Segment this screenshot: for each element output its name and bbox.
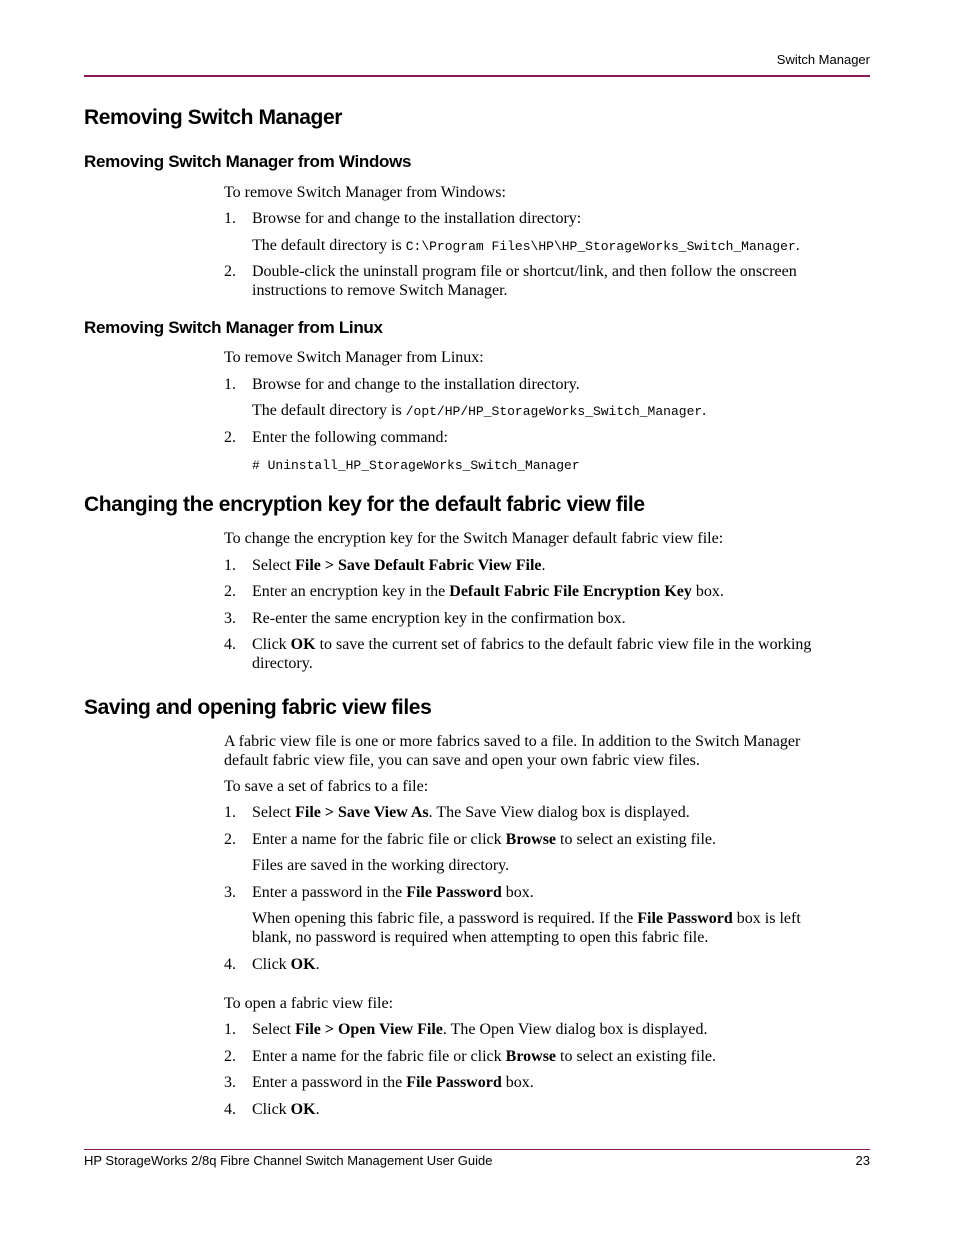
linux-step-2-number: 2. (224, 429, 236, 446)
encryption-step-4-number: 4. (224, 636, 236, 653)
open-step-2-number: 2. (224, 1048, 236, 1065)
heading-changing-encryption-key: Changing the encryption key for the default fabric view file (84, 493, 645, 516)
encryption-step-3-number: 3. (224, 610, 236, 627)
open-step-1-number: 1. (224, 1021, 236, 1038)
save-step-3: Enter a password in the File Password box. (252, 884, 534, 901)
encryption-step-2: Enter an encryption key in the Default Fabric File Encryption Key box. (252, 583, 724, 600)
encryption-step-2-number: 2. (224, 583, 236, 600)
encryption-step-3: Re-enter the same encryption key in the confirmation box. (252, 610, 626, 627)
windows-directory-path: C:\Program Files\HP\HP_StorageWorks_Switch_Manager (405, 239, 796, 254)
linux-default-directory: The default directory is /opt/HP/HP_StorageWorks_Switch_Manager. (252, 402, 707, 419)
open-step-4-number: 4. (224, 1101, 236, 1118)
save-step-4-number: 4. (224, 956, 236, 973)
heading-removing-from-windows: Removing Switch Manager from Windows (84, 152, 412, 171)
open-step-1: Select File > Open View File. The Open View dialog box is displayed. (252, 1021, 708, 1038)
open-step-2: Enter a name for the fabric file or click Browse to select an existing file. (252, 1048, 716, 1065)
uninstall-command: # Uninstall_HP_StorageWorks_Switch_Manager (252, 458, 580, 473)
linux-intro: To remove Switch Manager from Linux: (224, 349, 484, 366)
page-number: 23 (855, 1153, 870, 1168)
save-step-4: Click OK. (252, 956, 320, 973)
save-step-3-note: When opening this fabric file, a password is required. If the File Password box is left blank, no password is required when attempting to open this fabric file. (252, 910, 801, 946)
save-step-2: Enter a name for the fabric file or click Browse to select an existing file. (252, 831, 716, 848)
footer-guide-title: HP StorageWorks 2/8q Fibre Channel Switch Management User Guide (84, 1153, 493, 1168)
save-step-1-number: 1. (224, 804, 236, 821)
fabric-view-intro: A fabric view file is one or more fabrics saved to a file. In addition to the Switch Manager default fabric view file, you can save and open your own fabric view files. (224, 733, 801, 769)
heading-saving-opening-fabric-view-files: Saving and opening fabric view files (84, 696, 432, 719)
encryption-step-1-number: 1. (224, 557, 236, 574)
header-title: Switch Manager (776, 52, 870, 67)
running-header (84, 51, 870, 77)
linux-step-1: Browse for and change to the installation directory. (252, 376, 580, 393)
open-step-4: Click OK. (252, 1101, 320, 1118)
heading-removing-switch-manager: Removing Switch Manager (84, 106, 343, 129)
open-intro: To open a fabric view file: (224, 995, 394, 1012)
encryption-step-1: Select File > Save Default Fabric View File. (252, 557, 546, 574)
linux-directory-path: /opt/HP/HP_StorageWorks_Switch_Manager (405, 404, 703, 419)
windows-step-1: Browse for and change to the installation directory: (252, 210, 582, 227)
windows-intro: To remove Switch Manager from Windows: (224, 184, 506, 201)
windows-default-directory: The default directory is C:\Program Files\HP\HP_StorageWorks_Switch_Manager. (252, 237, 800, 254)
heading-removing-from-linux: Removing Switch Manager from Linux (84, 318, 383, 337)
windows-step-2: Double-click the uninstall program file or shortcut/link, and then follow the onscreen instructions to remove Switch Manager. (252, 263, 797, 299)
save-step-2-number: 2. (224, 831, 236, 848)
encryption-step-4: Click OK to save the current set of fabrics to the default fabric view file in the working directory. (252, 636, 812, 672)
linux-step-1-number: 1. (224, 376, 236, 393)
windows-step-1-number: 1. (224, 210, 236, 227)
save-step-2-note: Files are saved in the working directory. (252, 857, 510, 874)
windows-step-2-number: 2. (224, 263, 236, 280)
save-step-3-number: 3. (224, 884, 236, 901)
save-intro: To save a set of fabrics to a file: (224, 778, 429, 795)
encryption-intro: To change the encryption key for the Switch Manager default fabric view file: (224, 530, 724, 547)
linux-step-2: Enter the following command: (252, 429, 448, 446)
open-step-3: Enter a password in the File Password box. (252, 1074, 534, 1091)
open-step-3-number: 3. (224, 1074, 236, 1091)
running-footer (84, 1149, 870, 1174)
save-step-1: Select File > Save View As. The Save View dialog box is displayed. (252, 804, 690, 821)
